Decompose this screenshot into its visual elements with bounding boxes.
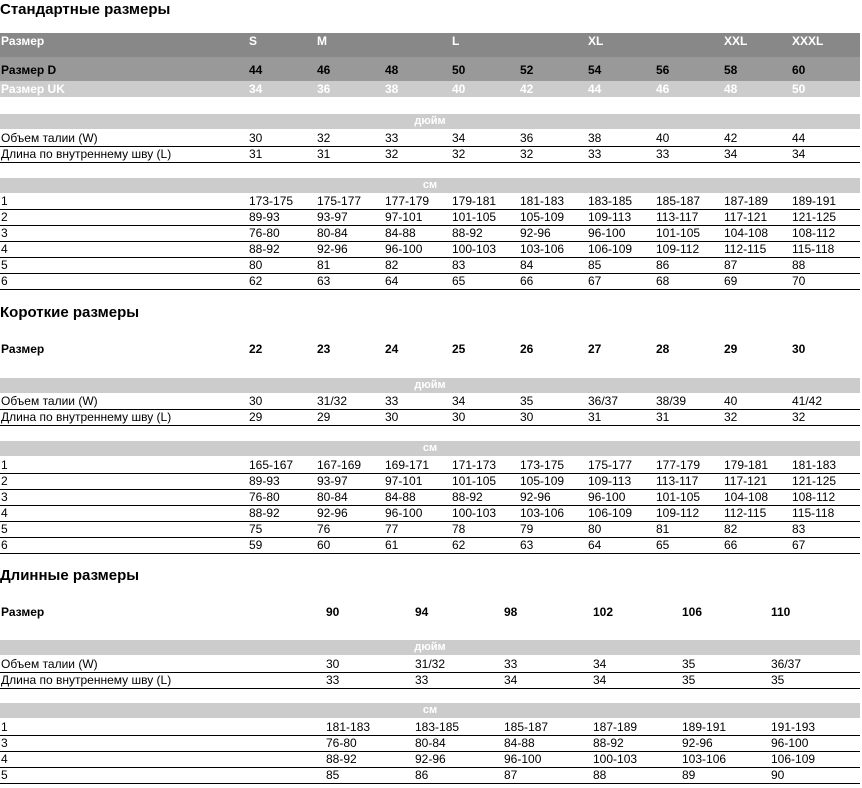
table-row bbox=[0, 209, 860, 225]
row-value: 64 bbox=[385, 274, 399, 288]
table-row bbox=[0, 193, 860, 209]
row-value: 88-92 bbox=[593, 736, 624, 750]
row-value: 69 bbox=[724, 274, 738, 288]
unit-band-cm-label: см bbox=[422, 704, 438, 716]
row-value: 121-125 bbox=[792, 474, 837, 488]
row-value: 106-109 bbox=[588, 506, 633, 520]
row-value: 33 bbox=[385, 394, 399, 408]
row-divider bbox=[0, 162, 860, 163]
row-value: 85 bbox=[588, 258, 602, 272]
row-value: 86 bbox=[415, 768, 429, 782]
row-value: 40 bbox=[656, 131, 670, 145]
row-value: 93-97 bbox=[317, 474, 348, 488]
row-value: 32 bbox=[317, 131, 331, 145]
row-value: 63 bbox=[317, 274, 331, 288]
table-row bbox=[0, 457, 860, 473]
row-value: 173-175 bbox=[249, 194, 294, 208]
row-value: 31 bbox=[656, 410, 670, 424]
row-value: 112-115 bbox=[724, 506, 767, 520]
row-value: 31 bbox=[249, 147, 263, 161]
unit-band-inch-label: дюйм bbox=[414, 115, 446, 127]
row-value: 181-183 bbox=[792, 458, 837, 472]
row-value: 41/42 bbox=[792, 394, 823, 408]
row-value: 44 bbox=[588, 82, 602, 96]
row-value: 109-112 bbox=[656, 242, 700, 256]
row-value: 65 bbox=[656, 538, 670, 552]
row-value: 32 bbox=[520, 147, 534, 161]
table-row bbox=[0, 130, 860, 146]
row-value: 30 bbox=[452, 410, 466, 424]
row-value: 89 bbox=[682, 768, 696, 782]
row-value: 31/32 bbox=[415, 657, 446, 671]
row-value: 88-92 bbox=[452, 490, 483, 504]
row-value: 60 bbox=[317, 538, 331, 552]
row-value: 66 bbox=[520, 274, 534, 288]
row-value: 36 bbox=[520, 131, 534, 145]
row-value: 88-92 bbox=[249, 506, 280, 520]
row-value: 179-181 bbox=[452, 194, 497, 208]
row-value: 96-100 bbox=[771, 736, 809, 750]
section-title-short: Короткие размеры bbox=[0, 304, 140, 321]
row-value: 66 bbox=[724, 538, 738, 552]
row-value: 30 bbox=[520, 410, 534, 424]
row-value: 83 bbox=[792, 522, 806, 536]
row-value: 82 bbox=[724, 522, 738, 536]
unit-band-cm-label: см bbox=[422, 179, 438, 191]
row-value: 27 bbox=[588, 342, 602, 356]
row-value: 67 bbox=[792, 538, 806, 552]
row-label: 4 bbox=[1, 242, 8, 256]
row-value: 33 bbox=[504, 657, 518, 671]
row-value: 89-93 bbox=[249, 210, 280, 224]
row-value: 84-88 bbox=[504, 736, 535, 750]
row-value: 62 bbox=[249, 274, 263, 288]
section-title-long: Длинные размеры bbox=[0, 567, 140, 584]
row-value: 33 bbox=[326, 673, 340, 687]
row-value: 165-167 bbox=[249, 458, 294, 472]
table-row bbox=[0, 751, 860, 767]
row-label: 6 bbox=[1, 538, 8, 552]
row-value: 88-92 bbox=[249, 242, 280, 256]
row-value: 105-109 bbox=[520, 210, 565, 224]
row-value: 33 bbox=[385, 131, 399, 145]
row-value: 117-121 bbox=[724, 210, 768, 224]
row-label: 1 bbox=[1, 194, 8, 208]
row-value: 86 bbox=[656, 258, 670, 272]
row-label: 1 bbox=[1, 720, 8, 734]
row-value: 100-103 bbox=[452, 506, 497, 520]
row-value: 34 bbox=[593, 673, 607, 687]
row-value: 94 bbox=[415, 605, 429, 619]
row-label: 2 bbox=[1, 474, 8, 488]
row-value: 36 bbox=[317, 82, 331, 96]
row-value: 46 bbox=[317, 63, 331, 77]
size-uk-row bbox=[0, 81, 860, 97]
row-value: 109-112 bbox=[656, 506, 700, 520]
row-value: 60 bbox=[792, 63, 806, 77]
row-value: 56 bbox=[656, 63, 670, 77]
row-value: XXL bbox=[724, 34, 748, 48]
row-value: 96-100 bbox=[588, 490, 626, 504]
row-value: 106-109 bbox=[771, 752, 816, 766]
row-value: 101-105 bbox=[452, 210, 497, 224]
row-value: 110 bbox=[771, 605, 791, 619]
row-value: 185-187 bbox=[656, 194, 701, 208]
row-value: 96-100 bbox=[588, 226, 626, 240]
row-value: 35 bbox=[682, 657, 696, 671]
table-row bbox=[0, 409, 860, 425]
row-value: 183-185 bbox=[415, 720, 460, 734]
row-value: 63 bbox=[520, 538, 534, 552]
row-value: 98 bbox=[504, 605, 518, 619]
row-value: 24 bbox=[385, 342, 399, 356]
table-row bbox=[0, 521, 860, 537]
unit-band-cm bbox=[0, 178, 860, 193]
row-value: 23 bbox=[317, 342, 331, 356]
table-row bbox=[0, 225, 860, 241]
row-value: 31 bbox=[588, 410, 602, 424]
row-label: Размер D bbox=[1, 63, 57, 77]
row-label: Размер bbox=[1, 34, 45, 48]
row-value: 70 bbox=[792, 274, 806, 288]
row-value: 40 bbox=[724, 394, 738, 408]
table-row bbox=[0, 505, 860, 521]
row-value: 40 bbox=[452, 82, 466, 96]
row-value: 65 bbox=[452, 274, 466, 288]
row-value: 181-183 bbox=[326, 720, 371, 734]
row-value: 34 bbox=[792, 147, 806, 161]
row-value: 32 bbox=[385, 147, 399, 161]
row-value: 85 bbox=[326, 768, 340, 782]
row-value: 121-125 bbox=[792, 210, 837, 224]
table-row bbox=[0, 735, 860, 751]
row-value: 100-103 bbox=[452, 242, 497, 256]
row-value: 76-80 bbox=[249, 490, 280, 504]
row-value: 38 bbox=[588, 131, 602, 145]
row-value: 92-96 bbox=[317, 242, 348, 256]
section-title-standard: Стандартные размеры bbox=[0, 1, 171, 18]
row-value: 50 bbox=[452, 63, 466, 77]
table-row bbox=[0, 473, 860, 489]
unit-band-inch-label: дюйм bbox=[414, 379, 446, 391]
table-row bbox=[0, 146, 860, 162]
row-value: 82 bbox=[385, 258, 399, 272]
row-value: 77 bbox=[385, 522, 399, 536]
row-value: 81 bbox=[317, 258, 331, 272]
row-value: 79 bbox=[520, 522, 534, 536]
unit-band-cm bbox=[0, 703, 860, 718]
row-divider bbox=[0, 425, 860, 426]
row-value: 181-183 bbox=[520, 194, 565, 208]
row-value: 109-113 bbox=[588, 474, 632, 488]
row-label: 4 bbox=[1, 506, 8, 520]
row-value: 108-112 bbox=[792, 226, 836, 240]
row-divider bbox=[0, 289, 860, 290]
row-value: 88 bbox=[593, 768, 607, 782]
row-value: 187-189 bbox=[593, 720, 638, 734]
row-value: 92-96 bbox=[317, 506, 348, 520]
table-row bbox=[0, 537, 860, 553]
row-value: 30 bbox=[249, 131, 263, 145]
row-value: 25 bbox=[452, 342, 466, 356]
row-value: 34 bbox=[593, 657, 607, 671]
row-label: 5 bbox=[1, 258, 8, 272]
row-value: 109-113 bbox=[588, 210, 632, 224]
row-label: Длина по внутреннему шву (L) bbox=[1, 673, 172, 687]
row-value: 84-88 bbox=[385, 226, 416, 240]
row-label: 3 bbox=[1, 226, 8, 240]
row-value: 177-179 bbox=[385, 194, 430, 208]
row-value: 33 bbox=[415, 673, 429, 687]
row-value: 87 bbox=[504, 768, 518, 782]
table-row bbox=[0, 719, 860, 735]
row-value: 92-96 bbox=[415, 752, 446, 766]
row-value: 191-193 bbox=[771, 720, 816, 734]
row-value: 84 bbox=[520, 258, 534, 272]
row-value: 97-101 bbox=[385, 210, 423, 224]
row-value: 84-88 bbox=[385, 490, 416, 504]
row-value: 54 bbox=[588, 63, 602, 77]
row-value: 30 bbox=[385, 410, 399, 424]
row-value: 104-108 bbox=[724, 226, 769, 240]
row-value: 177-179 bbox=[656, 458, 701, 472]
row-value: 101-105 bbox=[452, 474, 497, 488]
row-value: 93-97 bbox=[317, 210, 348, 224]
row-value: 33 bbox=[656, 147, 670, 161]
row-label: 5 bbox=[1, 768, 8, 782]
row-label: Длина по внутреннему шву (L) bbox=[1, 410, 172, 424]
row-value: 92-96 bbox=[682, 736, 713, 750]
row-label: 4 bbox=[1, 752, 8, 766]
row-value: 22 bbox=[249, 342, 263, 356]
row-value: 102 bbox=[593, 605, 614, 619]
unit-band-inch bbox=[0, 378, 860, 393]
row-label: Размер bbox=[1, 342, 45, 356]
row-value: 87 bbox=[724, 258, 738, 272]
row-value: 104-108 bbox=[724, 490, 769, 504]
row-value: 175-177 bbox=[317, 194, 362, 208]
row-value: 108-112 bbox=[792, 490, 836, 504]
row-value: 30 bbox=[326, 657, 340, 671]
row-value: 50 bbox=[792, 82, 806, 96]
row-value: 89-93 bbox=[249, 474, 280, 488]
row-value: 80 bbox=[588, 522, 602, 536]
row-value: XL bbox=[588, 34, 604, 48]
row-value: 96-100 bbox=[385, 242, 423, 256]
row-label: Объем талии (W) bbox=[1, 394, 98, 408]
table-row bbox=[0, 656, 860, 672]
row-value: 189-191 bbox=[682, 720, 727, 734]
row-divider bbox=[0, 553, 860, 554]
row-value: 88-92 bbox=[452, 226, 483, 240]
row-value: 103-106 bbox=[682, 752, 727, 766]
row-value: 76-80 bbox=[326, 736, 357, 750]
row-value: 32 bbox=[724, 410, 738, 424]
row-value: 32 bbox=[792, 410, 806, 424]
row-value: 34 bbox=[452, 131, 466, 145]
row-value: 30 bbox=[249, 394, 263, 408]
row-value: M bbox=[317, 34, 327, 48]
row-value: 31 bbox=[317, 147, 331, 161]
row-value: 167-169 bbox=[317, 458, 362, 472]
size-row bbox=[0, 33, 860, 49]
row-value: 44 bbox=[792, 131, 806, 145]
row-value: 97-101 bbox=[385, 474, 423, 488]
row-label: Объем талии (W) bbox=[1, 657, 98, 671]
row-divider bbox=[0, 783, 860, 784]
size-row bbox=[0, 341, 860, 357]
row-value: 64 bbox=[588, 538, 602, 552]
row-value: 35 bbox=[771, 673, 785, 687]
row-value: 183-185 bbox=[588, 194, 633, 208]
row-label: Объем талии (W) bbox=[1, 131, 98, 145]
row-value: 29 bbox=[249, 410, 263, 424]
row-value: 187-189 bbox=[724, 194, 769, 208]
row-value: 189-191 bbox=[792, 194, 837, 208]
row-value: 106 bbox=[682, 605, 703, 619]
row-value: 33 bbox=[588, 147, 602, 161]
table-row bbox=[0, 672, 860, 688]
row-value: 44 bbox=[249, 63, 263, 77]
row-label: 3 bbox=[1, 490, 8, 504]
table-row bbox=[0, 489, 860, 505]
row-value: 83 bbox=[452, 258, 466, 272]
row-value: 58 bbox=[724, 63, 738, 77]
row-value: 80 bbox=[249, 258, 263, 272]
row-label: Размер UK bbox=[1, 82, 65, 96]
row-value: 81 bbox=[656, 522, 670, 536]
row-value: 88 bbox=[792, 258, 806, 272]
row-label: 3 bbox=[1, 736, 8, 750]
row-label: 5 bbox=[1, 522, 8, 536]
unit-band-inch bbox=[0, 640, 860, 655]
row-value: 80-84 bbox=[415, 736, 446, 750]
row-value: 76-80 bbox=[249, 226, 280, 240]
row-value: 38/39 bbox=[656, 394, 687, 408]
row-value: 175-177 bbox=[588, 458, 633, 472]
row-value: 75 bbox=[249, 522, 263, 536]
row-value: 62 bbox=[452, 538, 466, 552]
row-value: S bbox=[249, 34, 258, 48]
row-value: 34 bbox=[452, 394, 466, 408]
unit-band-inch-label: дюйм bbox=[414, 641, 446, 653]
row-value: L bbox=[452, 34, 460, 48]
row-value: 67 bbox=[588, 274, 602, 288]
row-value: 96-100 bbox=[385, 506, 423, 520]
row-value: 115-118 bbox=[792, 506, 835, 520]
row-value: 36/37 bbox=[771, 657, 802, 671]
row-value: 46 bbox=[656, 82, 670, 96]
row-value: 78 bbox=[452, 522, 466, 536]
row-value: 106-109 bbox=[588, 242, 633, 256]
row-value: 103-106 bbox=[520, 506, 565, 520]
row-value: 38 bbox=[385, 82, 399, 96]
size-d-row bbox=[0, 62, 860, 78]
row-value: 48 bbox=[385, 63, 399, 77]
row-value: 103-106 bbox=[520, 242, 565, 256]
unit-band-inch bbox=[0, 114, 860, 129]
row-value: 171-173 bbox=[452, 458, 497, 472]
row-label: 1 bbox=[1, 458, 8, 472]
row-value: 28 bbox=[656, 342, 670, 356]
row-value: 112-115 bbox=[724, 242, 767, 256]
row-value: 35 bbox=[520, 394, 534, 408]
unit-band-cm bbox=[0, 441, 860, 456]
row-value: 113-117 bbox=[656, 210, 699, 224]
table-row bbox=[0, 273, 860, 289]
row-value: 76 bbox=[317, 522, 331, 536]
row-value: 36/37 bbox=[588, 394, 619, 408]
row-value: 34 bbox=[724, 147, 738, 161]
row-value: 101-105 bbox=[656, 226, 701, 240]
row-value: 26 bbox=[520, 342, 534, 356]
row-value: 117-121 bbox=[724, 474, 768, 488]
unit-band-cm-label: см bbox=[422, 442, 438, 454]
row-value: 30 bbox=[792, 342, 806, 356]
row-value: 52 bbox=[520, 63, 534, 77]
row-value: 48 bbox=[724, 82, 738, 96]
row-value: 101-105 bbox=[656, 490, 701, 504]
row-value: 88-92 bbox=[326, 752, 357, 766]
row-value: 31/32 bbox=[317, 394, 348, 408]
row-label: Размер bbox=[1, 605, 45, 619]
row-value: 90 bbox=[771, 768, 785, 782]
row-value: 68 bbox=[656, 274, 670, 288]
size-row bbox=[0, 604, 860, 620]
row-label: Длина по внутреннему шву (L) bbox=[1, 147, 172, 161]
row-value: 29 bbox=[724, 342, 738, 356]
row-value: 96-100 bbox=[504, 752, 542, 766]
row-value: 80-84 bbox=[317, 226, 348, 240]
row-value: 173-175 bbox=[520, 458, 565, 472]
row-value: 90 bbox=[326, 605, 340, 619]
row-value: 35 bbox=[682, 673, 696, 687]
table-row bbox=[0, 767, 860, 783]
row-value: 80-84 bbox=[317, 490, 348, 504]
row-label: 6 bbox=[1, 274, 8, 288]
row-value: 61 bbox=[385, 538, 399, 552]
row-label: 2 bbox=[1, 210, 8, 224]
row-value: 105-109 bbox=[520, 474, 565, 488]
row-value: 185-187 bbox=[504, 720, 549, 734]
table-row bbox=[0, 241, 860, 257]
row-value: 32 bbox=[452, 147, 466, 161]
row-value: 113-117 bbox=[656, 474, 699, 488]
row-value: 115-118 bbox=[792, 242, 835, 256]
table-row bbox=[0, 257, 860, 273]
row-value: 169-171 bbox=[385, 458, 430, 472]
row-value: 92-96 bbox=[520, 226, 551, 240]
table-row bbox=[0, 393, 860, 409]
row-value: 179-181 bbox=[724, 458, 769, 472]
row-value: 92-96 bbox=[520, 490, 551, 504]
row-value: 34 bbox=[504, 673, 518, 687]
row-value: XXXL bbox=[792, 34, 824, 48]
row-value: 59 bbox=[249, 538, 263, 552]
row-value: 34 bbox=[249, 82, 263, 96]
row-value: 42 bbox=[520, 82, 534, 96]
row-divider bbox=[0, 688, 860, 689]
row-value: 42 bbox=[724, 131, 738, 145]
row-value: 29 bbox=[317, 410, 331, 424]
row-value: 100-103 bbox=[593, 752, 638, 766]
